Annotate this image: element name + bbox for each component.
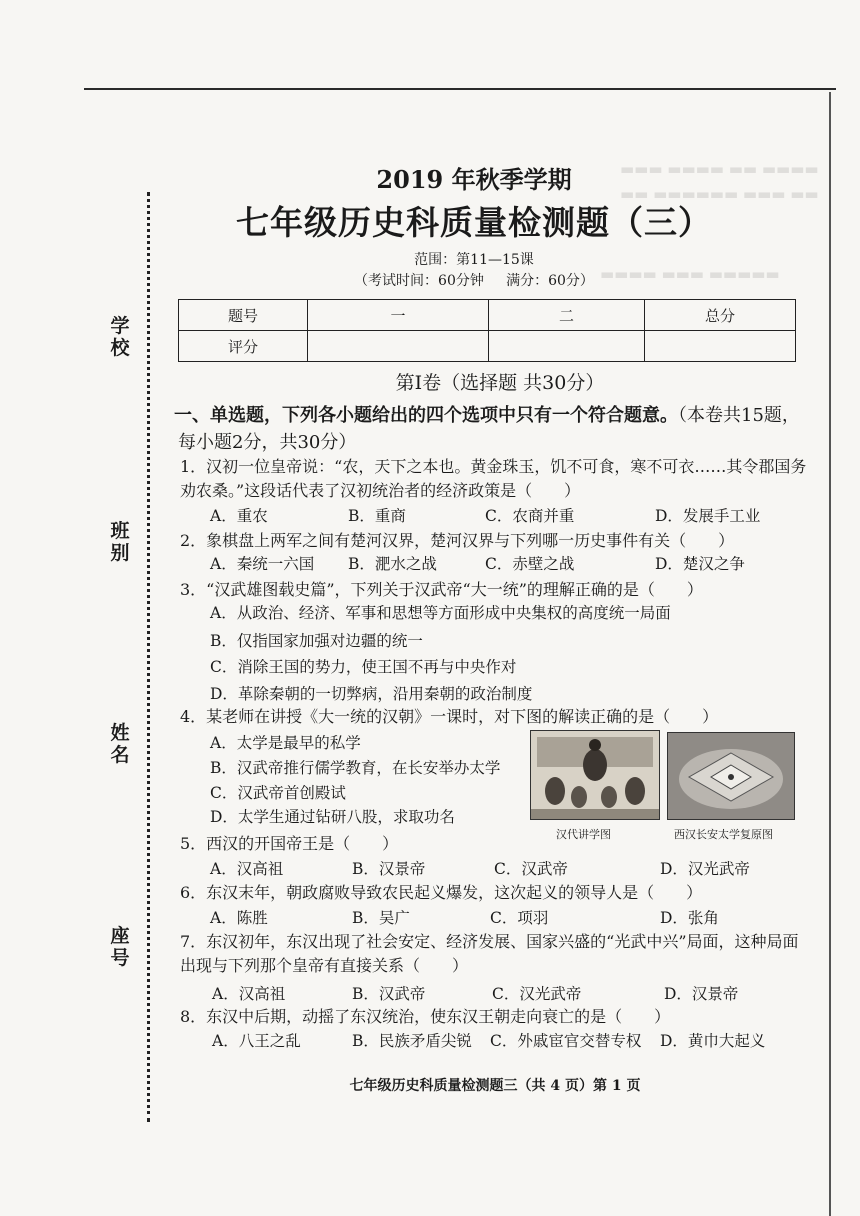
score-header-part2: 二 xyxy=(489,300,645,331)
score-cell[interactable] xyxy=(308,331,489,362)
question-8-option-d[interactable]: D．黄巾大起义 xyxy=(660,1032,766,1050)
instructions-scoring: （本卷共15题，每小题2分，共30分） xyxy=(178,405,800,453)
question-1-option-c[interactable]: C．农商并重 xyxy=(485,507,575,525)
question-7-option-c[interactable]: C．汉光武帝 xyxy=(492,985,582,1003)
question-1-option-b[interactable]: B．重商 xyxy=(348,507,406,525)
question-6-option-c[interactable]: C．项羽 xyxy=(490,909,549,927)
question-8-option-b[interactable]: B．民族矛盾尖锐 xyxy=(352,1032,472,1050)
page-footer: 七年级历史科质量检测题三（共 4 页）第 1 页 xyxy=(349,1078,641,1094)
question-2-option-d[interactable]: D．楚汉之争 xyxy=(655,555,745,573)
question-3-option-c[interactable]: C．消除王国的势力，使王国不再与中央作对 xyxy=(210,658,517,676)
question-8-option-c[interactable]: C．外戚宦官交替专权 xyxy=(490,1032,642,1050)
question-2-option-c[interactable]: C．赤壁之战 xyxy=(485,555,575,573)
question-4-option-c[interactable]: C．汉武帝首创殿试 xyxy=(210,784,346,802)
binding-dotted-line xyxy=(147,192,150,1122)
question-1-option-a[interactable]: A．重农 xyxy=(210,507,268,525)
score-cell[interactable] xyxy=(645,331,796,362)
score-cell[interactable] xyxy=(489,331,645,362)
question-7-stem: 7．东汉初年，东汉出现了社会安定、经济发展、国家兴盛的“光武中兴”局面，这种局面出现与下列那个皇帝有直接关系（ ） xyxy=(180,932,799,975)
question-7-option-b[interactable]: B．汉武帝 xyxy=(352,985,426,1003)
instructions-main: 一、单选题，下列各小题给出的四个选项中只有一个符合题意。 xyxy=(174,405,678,426)
side-label-class: 班别 xyxy=(110,520,130,564)
side-label-name: 姓名 xyxy=(110,722,130,766)
question-3-option-d[interactable]: D．革除秦朝的一切弊病，沿用秦朝的政治制度 xyxy=(210,685,533,703)
taixue-caption: 西汉长安太学复原图 xyxy=(674,828,773,841)
question-3-option-b[interactable]: B．仅指国家加强对边疆的统一 xyxy=(210,632,423,650)
score-header-total: 总分 xyxy=(645,300,796,331)
side-label-school: 学校 xyxy=(110,315,130,359)
question-2-stem: 2．象棋盘上两军之间有楚河汉界，楚河汉界与下列哪一历史事件有关（ ） xyxy=(180,531,735,550)
score-table xyxy=(178,299,796,362)
question-7-option-d[interactable]: D．汉景帝 xyxy=(664,985,739,1003)
exam-title: 七年级历史科质量检测题（三） xyxy=(236,203,712,242)
question-5-option-c[interactable]: C．汉武帝 xyxy=(494,860,568,878)
taixue-reconstruction-image xyxy=(667,732,795,820)
section-instructions xyxy=(174,402,806,456)
question-6-option-b[interactable]: B．吴广 xyxy=(352,909,410,927)
score-header-part1: 一 xyxy=(308,300,489,331)
side-label-seat: 座号 xyxy=(110,925,130,969)
han-lecture-caption: 汉代讲学图 xyxy=(556,828,611,841)
bleed-through: ▬▬ ▬▬▬▬▬▬ ▬▬▬ ▬▬ xyxy=(620,185,819,203)
bleed-through: ▬▬▬▬ ▬▬▬ ▬▬▬▬▬ xyxy=(600,265,780,283)
score-row-label: 评分 xyxy=(179,331,308,362)
bleed-through: ▬▬▬ ▬▬▬▬ ▬▬ ▬▬▬▬ xyxy=(620,160,819,178)
section-title: 第Ⅰ卷（选择题 共30分） xyxy=(395,372,605,394)
question-4-option-a[interactable]: A．太学是最早的私学 xyxy=(210,734,361,752)
question-8-option-a[interactable]: A．八王之乱 xyxy=(212,1032,301,1050)
question-2-option-a[interactable]: A．秦统一六国 xyxy=(210,555,315,573)
scan-top-line xyxy=(84,88,836,90)
question-7-option-a[interactable]: A．汉高祖 xyxy=(212,985,286,1003)
question-5-option-d[interactable]: D．汉光武帝 xyxy=(660,860,750,878)
question-5-stem: 5．西汉的开国帝王是（ ） xyxy=(180,834,399,853)
semester-title: 2019 年秋季学期 xyxy=(376,165,572,194)
exam-info: （考试时间：60分钟 满分：60分） xyxy=(354,273,594,289)
question-4-stem: 4．某老师在讲授《大一统的汉朝》一课时，对下图的解读正确的是（ ） xyxy=(180,707,719,726)
score-header-label: 题号 xyxy=(179,300,308,331)
question-6-stem: 6．东汉末年，朝政腐败导致农民起义爆发，这次起义的领导人是（ ） xyxy=(180,883,703,902)
question-6-option-d[interactable]: D．张角 xyxy=(660,909,719,927)
exam-range: 范围：第11—15课 xyxy=(414,252,534,268)
question-2-option-b[interactable]: B．淝水之战 xyxy=(348,555,437,573)
question-1-stem: 1．汉初一位皇帝说：“农，天下之本也。黄金珠玉，饥不可食，寒不可衣……其令郡国务劝农桑。”这段话代表了汉初统治者的经济政策是（ ） xyxy=(180,457,807,500)
question-4-option-d[interactable]: D．太学生通过钻研八股，求取功名 xyxy=(210,808,455,826)
question-4-option-b[interactable]: B．汉武帝推行儒学教育，在长安举办太学 xyxy=(210,759,501,777)
question-1-option-d[interactable]: D．发展手工业 xyxy=(655,507,761,525)
question-3-option-a[interactable]: A．从政治、经济、军事和思想等方面形成中央集权的高度统一局面 xyxy=(210,604,671,622)
question-6-option-a[interactable]: A．陈胜 xyxy=(210,909,268,927)
question-3-stem: 3．“汉武雄图载史篇”，下列关于汉武帝“大一统”的理解正确的是（ ） xyxy=(180,580,703,599)
question-5-option-b[interactable]: B．汉景帝 xyxy=(352,860,426,878)
question-8-stem: 8．东汉中后期，动摇了东汉统治，使东汉王朝走向衰亡的是（ ） xyxy=(180,1007,671,1026)
han-lecture-image xyxy=(530,730,660,820)
question-5-option-a[interactable]: A．汉高祖 xyxy=(210,860,284,878)
